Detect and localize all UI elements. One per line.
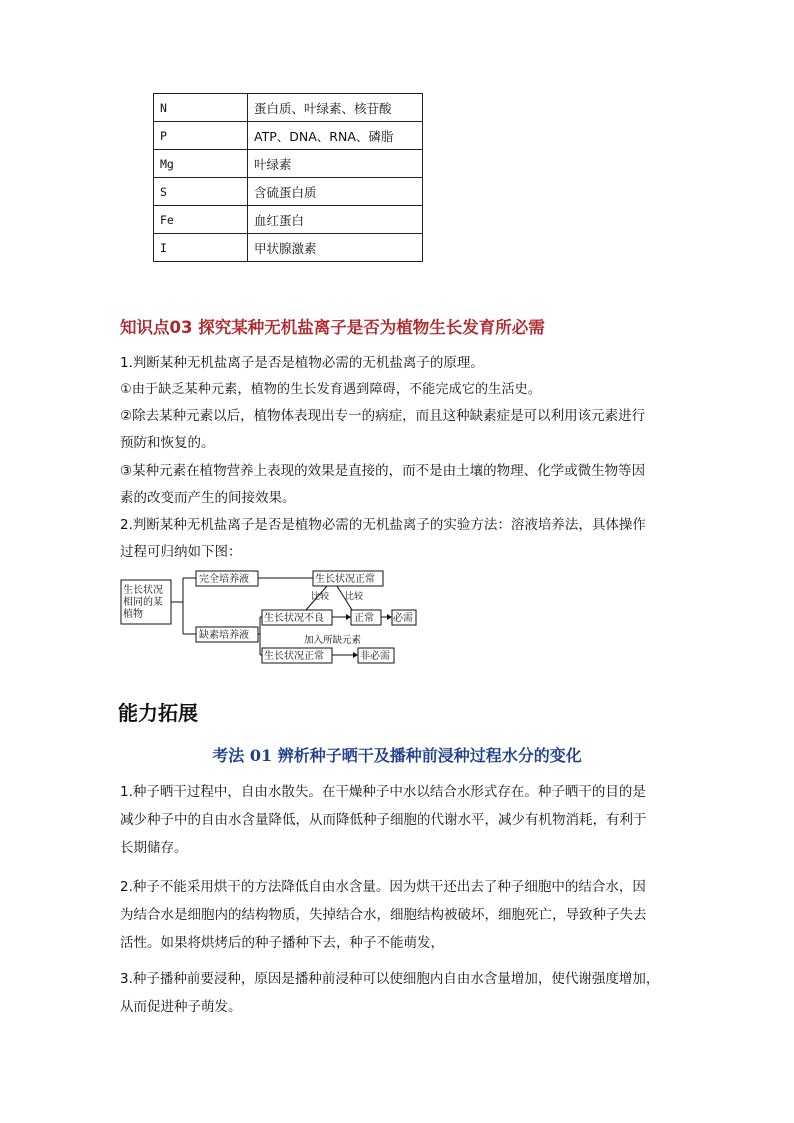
add-missing-label: 加入所缺元素 xyxy=(304,635,362,646)
element-cell: N xyxy=(154,94,248,122)
compound-cell: 血红蛋白 xyxy=(248,206,423,234)
compare-right-label: 比较 xyxy=(345,592,364,602)
compound-cell: 蛋白质、叶绿素、核苷酸 xyxy=(248,94,423,122)
start-label-line3: 植物 xyxy=(123,609,143,620)
seed-point-2-line2: 为结合水是细胞内的结构物质，失掉结合水，细胞结构被破坏，细胞死亡，导致种子失去 xyxy=(120,907,647,923)
start-label-line1: 生长状况 xyxy=(123,585,163,596)
table-row xyxy=(154,178,423,206)
principle-intro: 1.判断某种无机盐离子是否是植物必需的无机盐离子的原理。 xyxy=(120,355,484,371)
start-label-line2: 相同的某 xyxy=(123,597,163,608)
compound-cell: ATP、DNA、RNA、磷脂 xyxy=(248,122,423,150)
compound-cell: 含硫蛋白质 xyxy=(248,178,423,206)
seed-point-1-line3: 长期储存。 xyxy=(120,840,188,856)
method-line1: 2.判断某种无机盐离子是否是植物必需的无机盐离子的实验方法：溶液培养法，具体操作 xyxy=(120,517,646,533)
element-cell: Fe xyxy=(154,206,248,234)
element-cell: S xyxy=(154,178,248,206)
principle-item-2-line2: 预防和恢复的。 xyxy=(120,435,215,451)
growth-poor-label: 生长状况不良 xyxy=(264,613,324,624)
normal-label: 正常 xyxy=(354,613,374,624)
table-row xyxy=(154,234,423,262)
element-cell: P xyxy=(154,122,248,150)
table-row xyxy=(154,150,423,178)
table-row xyxy=(154,206,423,234)
element-cell: I xyxy=(154,234,248,262)
seed-point-2-line1: 2.种子不能采用烘干的方法降低自由水含量。因为烘干还出去了种子细胞中的结合水，因 xyxy=(120,879,646,895)
essential-label: 必需 xyxy=(393,613,413,624)
principle-item-1: ①由于缺乏某种元素，植物的生长发育遇到障碍，不能完成它的生活史。 xyxy=(120,382,542,397)
solution-culture-flow-diagram xyxy=(119,568,419,668)
seed-point-1-line2: 减少种子中的自由水含量降低，从而降低种子细胞的代谢水平，减少有机物消耗，有利于 xyxy=(120,812,647,828)
ability-heading: 能力拓展 xyxy=(118,701,198,725)
seed-point-1-line1: 1.种子晒干过程中，自由水散失。在干燥种子中水以结合水形式存在。种子晒干的目的是 xyxy=(120,784,646,800)
knowledge-point-title: 知识点03 探究某种无机盐离子是否为植物生长发育所必需 xyxy=(120,318,545,337)
seed-point-2-line3: 活性。如果将烘烤后的种子播种下去，种子不能萌发， xyxy=(120,935,444,951)
element-function-table xyxy=(153,93,423,262)
growth-normal-top-label: 生长状况正常 xyxy=(315,574,375,585)
compound-cell: 甲状腺激素 xyxy=(248,234,423,262)
seed-point-3-line2: 从而促进种子萌发。 xyxy=(120,999,242,1015)
method-title: 考法 01 辨析种子晒干及播种前浸种过程水分的变化 xyxy=(212,746,582,765)
principle-item-3-line1: ③某种元素在植物营养上表现的效果是直接的，而不是由土壤的物理、化学或微生物等因 xyxy=(120,463,646,479)
not-essential-label: 非必需 xyxy=(360,651,390,662)
deficient-solution-label: 缺素培养液 xyxy=(199,630,249,641)
principle-item-3-line2: 素的改变而产生的间接效果。 xyxy=(120,490,296,506)
compare-left-label: 比较 xyxy=(311,592,330,602)
compound-cell: 叶绿素 xyxy=(248,150,423,178)
seed-point-3-line1: 3.种子播种前要浸种，原因是播种前浸种可以使细胞内自由水含量增加，使代谢强度增加， xyxy=(120,971,660,987)
element-cell: Mg xyxy=(154,150,248,178)
table-row xyxy=(154,94,423,122)
complete-solution-label: 完全培养液 xyxy=(199,574,249,585)
method-line2: 过程可归纳如下图： xyxy=(120,544,242,560)
growth-normal-bottom-label: 生长状况正常 xyxy=(264,651,324,662)
principle-item-2-line1: ②除去某种元素以后，植物体表现出专一的病症，而且这种缺素症是可以利用该元素进行 xyxy=(120,408,646,424)
table-row xyxy=(154,122,423,150)
